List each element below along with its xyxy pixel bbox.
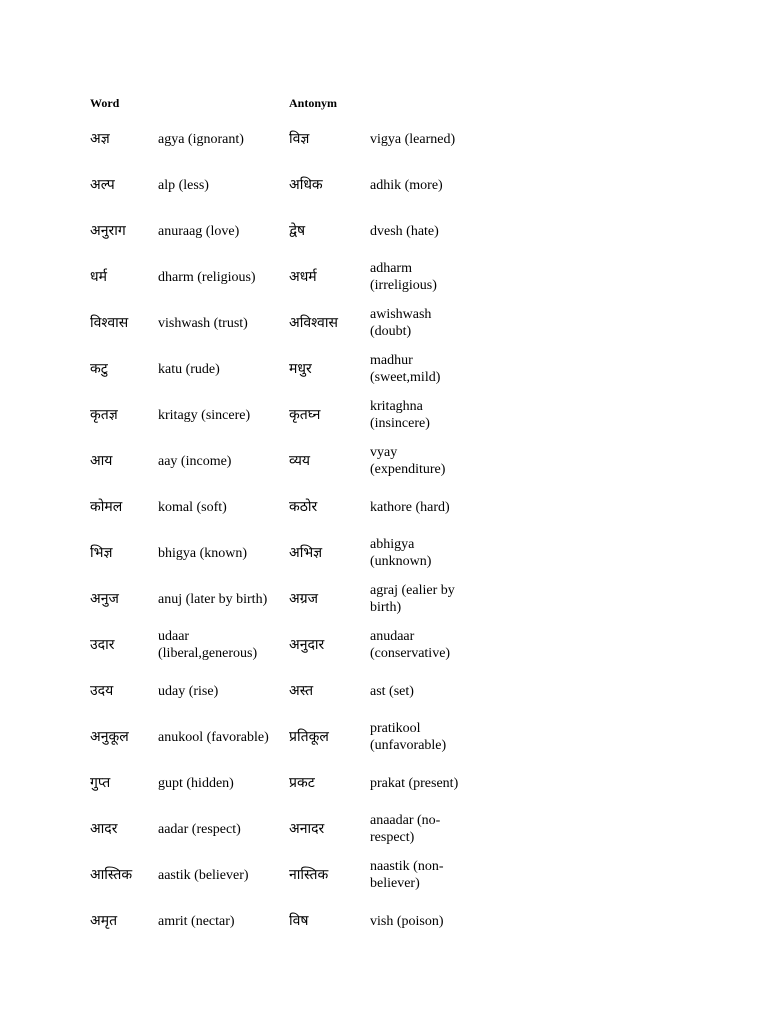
word-transliteration: udaar (liberal,generous) [158, 629, 258, 661]
hindi-antonym: व्यय [289, 452, 311, 469]
word-transliteration: aadar (respect) [158, 821, 241, 837]
hindi-word: अनुकूल [90, 728, 129, 745]
hindi-word: धर्म [90, 268, 107, 285]
antonym-table [0, 116, 768, 944]
hindi-antonym: द्वेष [289, 222, 306, 239]
hindi-word: आस्तिक [90, 866, 133, 883]
hindi-antonym: अनादर [289, 820, 325, 837]
word-transliteration: anuj (later by birth) [158, 591, 268, 607]
antonym-transliteration: adharm (irreligious) [370, 261, 437, 293]
hindi-antonym: अभिज्ञ [289, 544, 323, 561]
table-row [0, 806, 768, 852]
hindi-antonym: अधिक [289, 176, 323, 193]
word-transliteration: anukool (favorable) [158, 729, 269, 745]
table-row [0, 898, 768, 944]
word-transliteration: komal (soft) [158, 499, 227, 515]
antonym-transliteration: agraj (ealier by birth) [370, 583, 455, 615]
word-transliteration: amrit (nectar) [158, 913, 235, 929]
hindi-antonym: अधर्म [289, 268, 317, 285]
antonym-transliteration: anaadar (no-respect) [370, 813, 441, 845]
hindi-antonym: अनुदार [289, 636, 325, 653]
hindi-antonym: नास्तिक [289, 866, 329, 883]
word-transliteration: aastik (believer) [158, 867, 249, 883]
word-transliteration: anuraag (love) [158, 223, 240, 239]
hindi-word: विश्वास [90, 314, 129, 331]
table-row [0, 300, 768, 346]
antonym-column-header: Antonym [289, 96, 338, 110]
hindi-antonym: मधुर [289, 360, 312, 377]
hindi-word: उदार [90, 636, 115, 653]
table-row [0, 668, 768, 714]
antonym-transliteration: prakat (present) [370, 775, 459, 791]
antonym-transliteration: kathore (hard) [370, 499, 450, 515]
hindi-word: भिज्ञ [90, 544, 113, 561]
hindi-antonym: कठोर [289, 498, 318, 515]
antonym-transliteration: vyay (expenditure) [370, 445, 446, 477]
table-header [0, 95, 768, 111]
hindi-word: आदर [90, 820, 118, 837]
table-row [0, 622, 768, 668]
word-transliteration: alp (less) [158, 177, 209, 193]
antonym-transliteration: pratikool (unfavorable) [370, 721, 447, 753]
hindi-word: अनुज [90, 590, 119, 607]
antonym-transliteration: dvesh (hate) [370, 223, 439, 239]
hindi-word: कोमल [90, 498, 123, 515]
antonym-transliteration: vigya (learned) [370, 131, 456, 147]
antonym-transliteration: adhik (more) [370, 177, 443, 193]
table-row [0, 576, 768, 622]
word-transliteration: kritagy (sincere) [158, 407, 251, 423]
antonym-transliteration: anudaar (conservative) [370, 629, 451, 661]
antonym-transliteration: naastik (non-believer) [370, 859, 444, 891]
table-row [0, 852, 768, 898]
antonym-transliteration: ast (set) [370, 683, 414, 699]
table-row [0, 162, 768, 208]
hindi-word: अमृत [90, 912, 118, 929]
hindi-antonym: अस्त [289, 682, 314, 699]
hindi-antonym: प्रकट [289, 774, 315, 791]
hindi-word: आय [90, 452, 113, 469]
antonym-transliteration: vish (poison) [370, 913, 444, 929]
hindi-antonym: कृतघ्न [289, 406, 321, 423]
antonym-transliteration: awishwash (doubt) [370, 307, 432, 339]
table-row [0, 760, 768, 806]
table-row [0, 714, 768, 760]
hindi-antonym: अग्रज [289, 590, 318, 607]
word-transliteration: gupt (hidden) [158, 775, 234, 791]
hindi-word: कटु [90, 360, 108, 377]
hindi-word: अनुराग [90, 222, 126, 239]
hindi-antonym: प्रतिकूल [289, 728, 329, 745]
antonym-transliteration: madhur (sweet,mild) [370, 353, 441, 385]
word-column-header: Word [90, 96, 120, 110]
word-transliteration: katu (rude) [158, 361, 220, 377]
table-row [0, 392, 768, 438]
hindi-word: गुप्त [90, 774, 111, 791]
table-row [0, 484, 768, 530]
table-row [0, 254, 768, 300]
word-transliteration: bhigya (known) [158, 545, 248, 561]
table-row [0, 530, 768, 576]
hindi-word: उदय [90, 682, 114, 699]
table-row [0, 438, 768, 484]
hindi-antonym: विष [289, 912, 309, 929]
word-transliteration: vishwash (trust) [158, 315, 248, 331]
word-transliteration: uday (rise) [158, 683, 219, 699]
antonym-transliteration: kritaghna (insincere) [370, 399, 430, 431]
table-row [0, 208, 768, 254]
word-transliteration: dharm (religious) [158, 269, 256, 285]
antonym-transliteration: abhigya (unknown) [370, 537, 432, 569]
hindi-antonym: अविश्वास [289, 314, 338, 331]
word-transliteration: agya (ignorant) [158, 131, 244, 147]
table-row [0, 346, 768, 392]
hindi-antonym: विज्ञ [289, 130, 310, 147]
word-transliteration: aay (income) [158, 453, 232, 469]
hindi-word: अल्प [90, 176, 115, 193]
hindi-word: अज्ञ [90, 130, 110, 147]
table-row [0, 116, 768, 162]
hindi-word: कृतज्ञ [90, 406, 118, 423]
